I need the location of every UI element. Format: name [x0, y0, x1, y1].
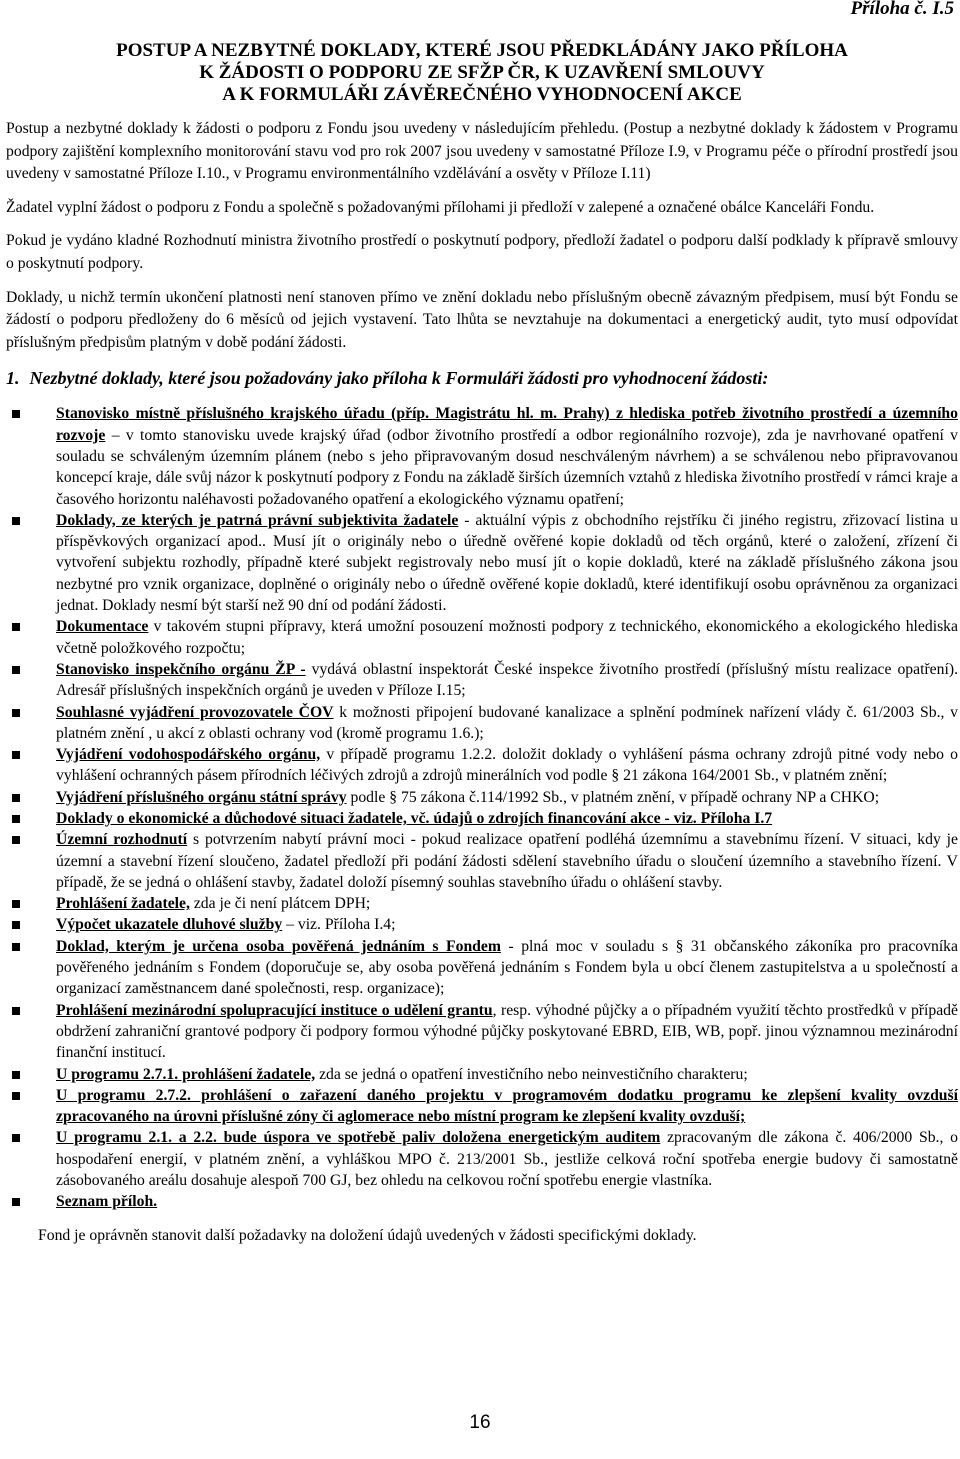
list-item [6, 403, 958, 509]
item-lead: Prohlášení žadatele, [56, 895, 190, 913]
square-bullet-icon [12, 410, 20, 418]
list-item [6, 702, 958, 745]
square-bullet-icon [12, 943, 20, 951]
item-lead: Stanovisko místně příslušného krajského úřadu (příp. Magistrátu hl. m. Prahy) z hlediska potřeb životního prostředí a územního rozvoje [56, 405, 958, 444]
square-bullet-icon [12, 517, 20, 525]
item-text: zpracovaným dle zákona č. 406/2000 Sb., o hospodaření energií, v platném znění, a vyhláškou MPO č. 213/2001 Sb., jestliže celková roční spotřeba energie budovy či samostatně zásobovaného areálu dosahuje alespoň 700 GJ, bez ohledu na celkovou roční spotřebu energie vlastníka. [56, 1129, 958, 1190]
list-item [6, 1127, 958, 1191]
item-lead: U programu 2.7.1. prohlášení žadatele, [56, 1065, 316, 1083]
square-bullet-icon [12, 900, 20, 908]
section-heading-text: Nezbytné doklady, které jsou požadovány jako příloha k Formuláři žádosti pro vyhodnocení žádosti: [29, 368, 769, 389]
intro-paragraph: Postup a nezbytné doklady k žádosti o podporu z Fondu jsou uvedeny v následujícím přehledu. (Postup a nezbytné doklady k žádostem v Programu podpory zajištění komplexního monitorování stavu vod pro rok 2007 jsou uvedeny v samostatné Příloze I.9, v Programu péče o přírodní prostředí jsou uvedeny v samostatné Příloze I.10., v Programu environmentálního vzdělávání a osvěty v Příloze I.11) [6, 120, 958, 183]
list-item [6, 914, 958, 935]
square-bullet-icon [12, 836, 20, 844]
item-text: v takovém stupni přípravy, která umožní posouzení možnosti podpory z technického, ekonomického a ekologického hlediska včetně položkového rozpočtu; [56, 618, 958, 657]
square-bullet-icon [12, 1092, 20, 1100]
list-item [6, 510, 958, 616]
item-lead: U programu 2.7.2. prohlášení o zařazení daného projektu v programovém dodatku programu ke zlepšení kvality ovzduší zpracovaného na úrovni příslušné zóny či aglomerace nebo místní program ke zlepšení kvality ovzduší; [56, 1086, 958, 1126]
item-lead: Dokumentace [56, 618, 149, 636]
list-item [6, 787, 958, 808]
item-text: k možnosti připojení budované kanalizace a splnění podmínek nařízení vlády č. 61/2003 Sb., v platném znění , u akcí z oblasti ochrany vod (kromě programu 1.6.); [56, 703, 958, 742]
item-lead: Doklady, ze kterých je patrná právní subjektivita žadatele [56, 511, 459, 529]
item-text: - aktuální výpis z obchodního rejstříku či jiného registru, zřizovací listina u příspěvkových organizací apod.. Musí jít o originály nebo o úředně ověřené kopie dokladů od těch orgánů, které o založení, zřízení či vytvoření subjektu rozhodly, případně které subjekt registrovaly nebo musí jít o kopie dokladů, které na základě příslušného zákona jsou nezbytné pro vznik organizace, doplněné o originály nebo o úředně ověřené kopie dokladů, které identifikují osobu oprávněnou za organizaci jednat. Doklady nesmí být starší než 90 dní od podání žádosti. [56, 511, 959, 615]
square-bullet-icon [12, 666, 20, 674]
item-lead: Vyjádření vodohospodářského orgánu, [56, 746, 321, 764]
item-lead: Stanovisko inspekčního orgánu ŽP - [56, 660, 306, 678]
square-bullet-icon [12, 1071, 20, 1079]
annex-label: Příloha č. I.5 [850, 0, 954, 19]
intro-paragraph: Doklady, u nichž termín ukončení platnosti není stanoven přímo ve znění dokladu nebo příslušným obecně závazným předpisem, musí být Fondu se žádostí o podporu předloženy do 6 měsíců od jejich vystavení. Tato lhůta se nevztahuje na dokumentaci a energetický audit, tyto musí odpovídat příslušným předpisům platným v době podání žádosti. [6, 288, 958, 351]
list-item [6, 659, 958, 702]
item-lead: Prohlášení mezinárodní spolupracující instituce o udělení grantu [56, 1001, 493, 1019]
item-lead: Výpočet ukazatele dluhové služby [56, 916, 283, 934]
square-bullet-icon [12, 1134, 20, 1142]
list-item [6, 936, 958, 1000]
item-text: - plná moc v souladu s § 31 občanského zákoníka pro pracovníka pověřeného jednáním s Fondem (doporučuje se, aby osoba pověřená jednáním s Fondem byla u obcí členem zastupitelstva a u společností a organizací zaměstnancem dané společnosti, resp. organizace); [56, 937, 958, 998]
item-text: zda se jedná o opatření investičního nebo neinvestičního charakteru; [315, 1065, 748, 1083]
square-bullet-icon [12, 921, 20, 929]
list-item [6, 744, 958, 787]
square-bullet-icon [12, 751, 20, 759]
square-bullet-icon [12, 709, 20, 717]
item-lead: Seznam příloh. [56, 1193, 158, 1211]
title-line: K ŽÁDOSTI O PODPORU ZE SFŽP ČR, K UZAVŘENÍ SMLOUVY [199, 62, 765, 83]
page-body [6, 0, 958, 1247]
item-text: podle § 75 zákona č.114/1992 Sb., v platném znění, v případě ochrany NP a CHKO; [346, 788, 880, 806]
item-text: vydává oblastní inspektorát České inspekce životního prostředí (příslušný místu realizace opatření). Adresář příslušných inspekčních orgánů je uveden v Příloze I.15; [56, 660, 958, 700]
list-item [6, 808, 958, 829]
item-text: – viz. Příloha I.4; [282, 916, 396, 934]
item-lead: Doklad, kterým je určena osoba pověřená jednáním s Fondem [56, 937, 501, 955]
intro-paragraph: Žadatel vyplní žádost o podporu z Fondu a společně s požadovanými přílohami ji předloží v zalepené a označené obálce Kanceláři Fondu. [6, 198, 875, 216]
item-text: v případě programu 1.2.2. doložit doklady o vyhlášení pásma ochrany zdrojů pitné vody nebo o vyhlášení ochranných pásem přírodních léčivých zdrojů a zdrojů minerálních vod podle § 21 zákona 164/2001 Sb., v platném znění; [56, 746, 958, 785]
list-item [6, 893, 958, 914]
list-item [6, 616, 958, 659]
item-text: s potvrzením nabytí právní moci - pokud realizace opatření podléhá územnímu a stavebnímu řízení. V situaci, kdy je územní a stavební řízení sloučeno, žadatel předloží při podání žádosti sdělení stavebního úřadu o sloučení územního a stavebního řízení. V případě, že se jedná o ohlášení stavby, žadatel doloží písemný souhlas stavebního úřadu o ohlášení stavby. [56, 831, 958, 891]
item-lead: Vyjádření příslušného orgánu státní správy [56, 788, 347, 806]
item-lead: Územní rozhodnutí [56, 831, 188, 849]
closing-note: Fond je oprávněn stanovit další požadavky na doložení údajů uvedených v žádosti specifickými doklady. [38, 1226, 697, 1244]
list-item [6, 1085, 958, 1128]
square-bullet-icon [12, 815, 20, 823]
item-lead: U programu 2.1. a 2.2. bude úspora ve spotřebě paliv doložena energetickým auditem [56, 1129, 661, 1147]
list-item [6, 829, 958, 893]
required-documents-list [6, 403, 958, 1212]
section-number: 1. [6, 368, 20, 389]
title-line: POSTUP A NEZBYTNÉ DOKLADY, KTERÉ JSOU PŘEDKLÁDÁNY JAKO PŘÍLOHA [116, 40, 848, 61]
page-number: 16 [469, 1412, 491, 1433]
item-text: – v tomto stanovisku uvede krajský úřad (odbor životního prostředí a odbor regionálního rozvoje), zda je navrhované opatření v souladu se schváleným územním plánem (nebo s jeho připravovaným dosud neschváleným návrhem) a se schválenou nebo připravovanou koncepcí kraje, dále svůj názor k poskytnutí podpory z Fondu na základě širších územních vztahů z hlediska životního prostředí v rámci kraje a časového horizontu naléhavosti požadovaného opatření a ekologického významu opatření; [56, 426, 958, 508]
list-item [6, 1000, 958, 1064]
square-bullet-icon [12, 1007, 20, 1015]
section-heading [6, 368, 958, 389]
item-text: zda je či není plátcem DPH; [189, 895, 371, 913]
title-line: A K FORMULÁŘI ZÁVĚREČNÉHO VYHODNOCENÍ AKCE [222, 84, 742, 105]
square-bullet-icon [12, 794, 20, 802]
intro-paragraph: Pokud je vydáno kladné Rozhodnutí ministra životního prostředí o poskytnutí podpory, předloží žadatel o podporu další podklady k přípravě smlouvy o poskytnutí podpory. [6, 232, 958, 272]
item-text: , resp. výhodné půjčky a o případném využití těchto prostředků v případě obdržení zahraniční grantové podpory či podpory formou výhodné půjčky poskytované EBRD, EIB, WB, popř. jinou významnou mezinárodní finanční institucí. [56, 1001, 958, 1062]
list-item [6, 1191, 958, 1212]
item-lead: Doklady o ekonomické a důchodové situaci žadatele, vč. údajů o zdrojích financování akce - viz. Příloha I.7 [56, 809, 773, 827]
document-title [6, 40, 958, 106]
item-lead: Souhlasné vyjádření provozovatele ČOV [56, 703, 334, 721]
list-item [6, 1064, 958, 1085]
square-bullet-icon [12, 623, 20, 631]
square-bullet-icon [12, 1198, 20, 1206]
